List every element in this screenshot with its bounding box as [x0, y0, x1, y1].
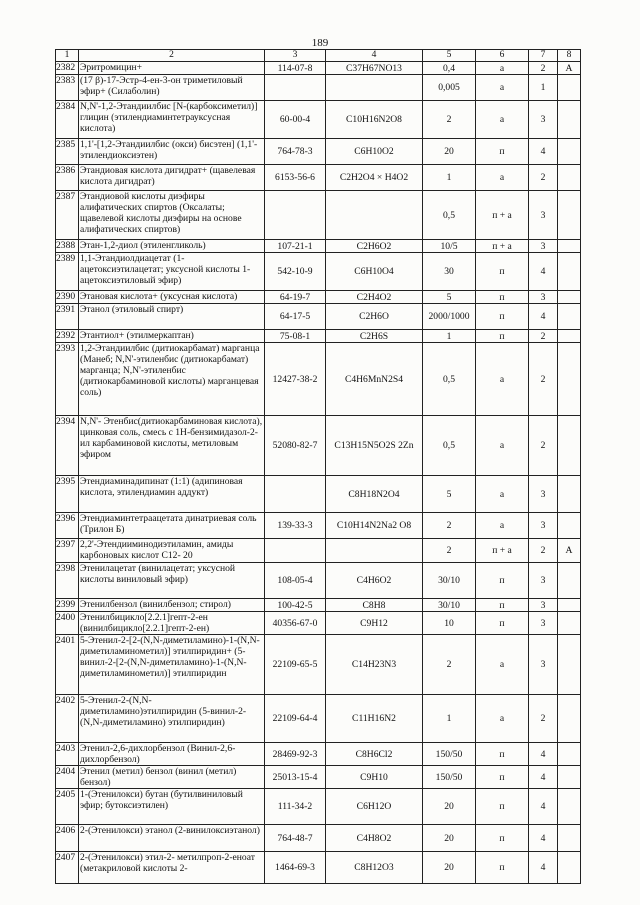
aggregate-state: a	[476, 101, 529, 139]
aggregate-state: a	[476, 695, 529, 743]
table-row	[56, 612, 581, 635]
chemical-formula: C9H10	[326, 766, 423, 789]
table-row	[56, 240, 581, 253]
substance-name: 1,2-Этандиилбис (дитиокарбамат) марганца (Манеб; N,N'-этиленбис (дитиокарбамат) марганца; N,N'-этиленбис (дитиокарбаминовой кислоты) марганцевая соль)	[79, 343, 265, 416]
table-row	[56, 304, 581, 330]
substance-name: Этантиол+ (этилмеркаптан)	[79, 330, 265, 343]
table-row	[56, 635, 581, 695]
table-row	[56, 75, 581, 101]
row-number: 2383	[56, 75, 79, 101]
aggregate-state: п	[476, 304, 529, 330]
aggregate-state: п	[476, 291, 529, 304]
hazard-class: 2	[529, 695, 558, 743]
aggregate-state: п	[476, 330, 529, 343]
row-number: 2388	[56, 240, 79, 253]
hazard-class: 4	[529, 253, 558, 291]
substance-name: 1-(Этенилокси) бутан (бутилвиниловый эфир; бутоксиэтилен)	[79, 789, 265, 825]
substance-name: Этандиовой кислоты диэфиры алифатических спиртов (Оксалаты; щавелевой кислоты диэфиры на основе алифатических спиртов)	[79, 191, 265, 240]
cas-number	[265, 476, 326, 513]
chemical-formula: C2H4O2	[326, 291, 423, 304]
substance-name: 2-(Этенилокси) этанол (2-винилоксиэтанол)	[79, 825, 265, 852]
table-row	[56, 476, 581, 513]
aggregate-state: п	[476, 253, 529, 291]
aggregate-state: п + а	[476, 191, 529, 240]
chemical-formula: C6H10O4	[326, 253, 423, 291]
table-row	[56, 253, 581, 291]
note	[558, 695, 581, 743]
column-header-1: 1	[56, 50, 79, 62]
cas-number: 40356-67-0	[265, 612, 326, 635]
chemical-formula: C6H12O	[326, 789, 423, 825]
chemical-formula: C8H12O3	[326, 852, 423, 884]
chemical-formula: C2H6S	[326, 330, 423, 343]
column-header-2: 2	[79, 50, 265, 62]
cas-number: 114-07-8	[265, 62, 326, 75]
chemical-formula: C4H6O2	[326, 563, 423, 599]
aggregate-state: п	[476, 612, 529, 635]
cas-number: 75-08-1	[265, 330, 326, 343]
substance-name: Этенилацетат (винилацетат; уксусной кислоты виниловый эфир)	[79, 563, 265, 599]
cas-number: 764-78-3	[265, 139, 326, 165]
limit-value: 20	[423, 852, 476, 884]
note	[558, 75, 581, 101]
limit-value: 1	[423, 695, 476, 743]
row-number: 2407	[56, 852, 79, 884]
aggregate-state: п	[476, 743, 529, 766]
row-number: 2394	[56, 416, 79, 476]
cas-number	[265, 539, 326, 563]
limit-value: 30/10	[423, 599, 476, 612]
table-row	[56, 695, 581, 743]
aggregate-state: a	[476, 635, 529, 695]
hazard-class: 2	[529, 416, 558, 476]
hazard-class: 2	[529, 343, 558, 416]
chemical-formula: C13H15N5O2S 2Zn	[326, 416, 423, 476]
note	[558, 563, 581, 599]
note	[558, 240, 581, 253]
row-number: 2400	[56, 612, 79, 635]
limit-value: 5	[423, 291, 476, 304]
substance-name: Этан-1,2-диол (этиленгликоль)	[79, 240, 265, 253]
row-number: 2401	[56, 635, 79, 695]
hazard-class: 3	[529, 599, 558, 612]
column-header-7: 7	[529, 50, 558, 62]
aggregate-state: п	[476, 599, 529, 612]
cas-number	[265, 75, 326, 101]
limit-value: 20	[423, 825, 476, 852]
page-number: 189	[311, 37, 329, 49]
note	[558, 191, 581, 240]
note	[558, 513, 581, 539]
aggregate-state: a	[476, 75, 529, 101]
limit-value: 1	[423, 165, 476, 191]
aggregate-state: п + а	[476, 240, 529, 253]
substance-name: Этенилбензол (винилбензол; стирол)	[79, 599, 265, 612]
note	[558, 139, 581, 165]
row-number: 2406	[56, 825, 79, 852]
hazard-class: 4	[529, 789, 558, 825]
limit-value: 0,005	[423, 75, 476, 101]
hazard-class: 4	[529, 743, 558, 766]
limit-value: 5	[423, 476, 476, 513]
row-number: 2398	[56, 563, 79, 599]
note: A	[558, 539, 581, 563]
row-number: 2404	[56, 766, 79, 789]
hazard-class: 4	[529, 852, 558, 884]
substance-name: Этендиаминтетраацетата динатриевая соль (Трилон Б)	[79, 513, 265, 539]
hazard-class: 2	[529, 62, 558, 75]
cas-number: 100-42-5	[265, 599, 326, 612]
aggregate-state: a	[476, 343, 529, 416]
hazard-class: 3	[529, 513, 558, 539]
cas-number: 764-48-7	[265, 825, 326, 852]
note	[558, 343, 581, 416]
table-row	[56, 743, 581, 766]
table-row	[56, 766, 581, 789]
hazard-class: 3	[529, 291, 558, 304]
cas-number: 1464-69-3	[265, 852, 326, 884]
substance-name: (17 β)-17-Эстр-4-ен-3-он триметиловый эфир+ (Силаболин)	[79, 75, 265, 101]
aggregate-state: a	[476, 513, 529, 539]
note	[558, 304, 581, 330]
aggregate-state: п + а	[476, 539, 529, 563]
substance-name: Эритромицин+	[79, 62, 265, 75]
hazard-class: 1	[529, 75, 558, 101]
table-row	[56, 563, 581, 599]
limit-value: 150/50	[423, 766, 476, 789]
note	[558, 825, 581, 852]
substance-name: 5-Этенил-2-[2-(N,N-диметиламино)-1-(N,N-диметиламинометил)] этилпиридин+ (5-винил-2-[2-(N,N-диметиламино)-1-(N,N-диметиламинометил)] этилпиридин	[79, 635, 265, 695]
table-row	[56, 513, 581, 539]
table-row	[56, 599, 581, 612]
cas-number: 25013-15-4	[265, 766, 326, 789]
limit-value: 2	[423, 635, 476, 695]
limit-value: 10	[423, 612, 476, 635]
chemical-formula: C2H6O	[326, 304, 423, 330]
chemical-formula: C4H6MnN2S4	[326, 343, 423, 416]
chemical-formula: C9H12	[326, 612, 423, 635]
row-number: 2399	[56, 599, 79, 612]
cas-number: 107-21-1	[265, 240, 326, 253]
aggregate-state: п	[476, 563, 529, 599]
chemical-formula: C8H18N2O4	[326, 476, 423, 513]
chemical-formula: C14H23N3	[326, 635, 423, 695]
limit-value: 2000/1000	[423, 304, 476, 330]
table-row	[56, 330, 581, 343]
table-row	[56, 139, 581, 165]
hazard-class: 4	[529, 825, 558, 852]
hazard-class: 2	[529, 165, 558, 191]
limit-value: 2	[423, 539, 476, 563]
substance-name: Этановая кислота+ (уксусная кислота)	[79, 291, 265, 304]
row-number: 2389	[56, 253, 79, 291]
limit-value: 20	[423, 139, 476, 165]
row-number: 2386	[56, 165, 79, 191]
limit-value: 0,5	[423, 416, 476, 476]
hazard-class: 4	[529, 766, 558, 789]
cas-number: 139-33-3	[265, 513, 326, 539]
table-row	[56, 789, 581, 825]
chemical-formula: C6H10O2	[326, 139, 423, 165]
limit-value: 0,5	[423, 343, 476, 416]
note	[558, 416, 581, 476]
note	[558, 330, 581, 343]
hazard-class: 4	[529, 304, 558, 330]
aggregate-state: a	[476, 416, 529, 476]
aggregate-state: п	[476, 789, 529, 825]
row-number: 2384	[56, 101, 79, 139]
limit-value: 30/10	[423, 563, 476, 599]
substance-name: 2-(Этенилокси) этил-2- метилпроп-2-еноат (метакриловой кислоты 2-	[79, 852, 265, 884]
row-number: 2402	[56, 695, 79, 743]
chemical-formula: C37H67NO13	[326, 62, 423, 75]
column-header-3: 3	[265, 50, 326, 62]
row-number: 2390	[56, 291, 79, 304]
hazard-class: 3	[529, 635, 558, 695]
hazard-class: 3	[529, 191, 558, 240]
hazard-class: 2	[529, 539, 558, 563]
row-number: 2382	[56, 62, 79, 75]
table-row	[56, 165, 581, 191]
row-number: 2405	[56, 789, 79, 825]
column-header-8: 8	[558, 50, 581, 62]
note	[558, 743, 581, 766]
substance-name: 5-Этенил-2-(N,N-диметиламино)этилпиридин (5-винил-2-(N,N-диметиламино) этилпиридин)	[79, 695, 265, 743]
limit-value: 30	[423, 253, 476, 291]
cas-number: 111-34-2	[265, 789, 326, 825]
cas-number: 6153-56-6	[265, 165, 326, 191]
cas-number	[265, 191, 326, 240]
note	[558, 599, 581, 612]
hazard-class: 2	[529, 330, 558, 343]
aggregate-state: п	[476, 825, 529, 852]
hazard-class: 3	[529, 101, 558, 139]
cas-number: 22109-65-5	[265, 635, 326, 695]
row-number: 2395	[56, 476, 79, 513]
row-number: 2396	[56, 513, 79, 539]
note	[558, 766, 581, 789]
limit-value: 10/5	[423, 240, 476, 253]
table-row	[56, 852, 581, 884]
table-row	[56, 191, 581, 240]
row-number: 2397	[56, 539, 79, 563]
table-row	[56, 416, 581, 476]
substance-name: Этендиаминадипинат (1:1) (адипиновая кислота, этилендиамин аддукт)	[79, 476, 265, 513]
chemical-formula: C10H16N2O8	[326, 101, 423, 139]
cas-number: 12427-38-2	[265, 343, 326, 416]
row-number: 2392	[56, 330, 79, 343]
note	[558, 476, 581, 513]
hazard-class: 3	[529, 240, 558, 253]
aggregate-state: п	[476, 766, 529, 789]
cas-number: 542-10-9	[265, 253, 326, 291]
table-row	[56, 343, 581, 416]
note	[558, 852, 581, 884]
column-header-6: 6	[476, 50, 529, 62]
substance-name: Этенил-2,6-дихлорбензол (Винил-2,6-дихлорбензол)	[79, 743, 265, 766]
substance-name: 1,1-Этандиолдиацетат (1-ацетоксиэтилацетат; уксусной кислоты 1-ацетоксиэтиловый эфир)	[79, 253, 265, 291]
cas-number: 28469-92-3	[265, 743, 326, 766]
row-number: 2391	[56, 304, 79, 330]
chemical-formula: C10H14N2Na2 O8	[326, 513, 423, 539]
table-body	[56, 62, 581, 884]
chemical-formula: C8H8	[326, 599, 423, 612]
table-header	[56, 50, 581, 62]
aggregate-state: a	[476, 476, 529, 513]
table-row	[56, 825, 581, 852]
cas-number: 64-19-7	[265, 291, 326, 304]
chemical-formula	[326, 191, 423, 240]
chemical-formula	[326, 539, 423, 563]
column-header-4: 4	[326, 50, 423, 62]
note	[558, 165, 581, 191]
note	[558, 253, 581, 291]
substance-name: Этенил (метил) бензол (винил (метил) бензол)	[79, 766, 265, 789]
hazard-class: 3	[529, 563, 558, 599]
row-number: 2387	[56, 191, 79, 240]
hazard-class: 4	[529, 139, 558, 165]
cas-number: 52080-82-7	[265, 416, 326, 476]
hazard-class: 3	[529, 476, 558, 513]
aggregate-state: п	[476, 139, 529, 165]
limit-value: 150/50	[423, 743, 476, 766]
note: A	[558, 62, 581, 75]
table-row	[56, 62, 581, 75]
row-number: 2393	[56, 343, 79, 416]
chemical-formula: C4H8O2	[326, 825, 423, 852]
note	[558, 101, 581, 139]
chemical-formula: C11H16N2	[326, 695, 423, 743]
cas-number: 64-17-5	[265, 304, 326, 330]
chemical-formula: C2H6O2	[326, 240, 423, 253]
limit-value: 1	[423, 330, 476, 343]
substance-name: N,N'-1,2-Этандиилбис [N-(карбоксиметил)] глицин (этилендиаминтетрауксусная кислота)	[79, 101, 265, 139]
aggregate-state: п	[476, 852, 529, 884]
substance-name: 2,2'-Этендииминодиэтиламин, амиды карбоновых кислот С12- 20	[79, 539, 265, 563]
chemical-formula: C2H2O4 × H4O2	[326, 165, 423, 191]
substance-name: Этанол (этиловый спирт)	[79, 304, 265, 330]
row-number: 2403	[56, 743, 79, 766]
cas-number: 60-00-4	[265, 101, 326, 139]
row-number: 2385	[56, 139, 79, 165]
substance-table	[55, 49, 581, 884]
substance-name: Этандиовая кислота дигидрат+ (щавелевая кислота дигидрат)	[79, 165, 265, 191]
aggregate-state: a	[476, 62, 529, 75]
table-row	[56, 101, 581, 139]
limit-value: 2	[423, 513, 476, 539]
cas-number: 22109-64-4	[265, 695, 326, 743]
aggregate-state: a	[476, 165, 529, 191]
table-row	[56, 291, 581, 304]
chemical-formula: C8H6Cl2	[326, 743, 423, 766]
column-header-5: 5	[423, 50, 476, 62]
limit-value: 2	[423, 101, 476, 139]
note	[558, 789, 581, 825]
substance-name: 1,1'-[1,2-Этандиилбис (окси) бисэтен] (1,1'-этилендиоксиэтен)	[79, 139, 265, 165]
limit-value: 0,4	[423, 62, 476, 75]
limit-value: 20	[423, 789, 476, 825]
cas-number: 108-05-4	[265, 563, 326, 599]
limit-value: 0,5	[423, 191, 476, 240]
note	[558, 635, 581, 695]
hazard-class: 3	[529, 612, 558, 635]
note	[558, 612, 581, 635]
table-row	[56, 539, 581, 563]
substance-name: N,N'- Этенбис(дитиокарбаминовая кислота), цинковая соль, смесь с 1Н-бензимидазол-2-ил карбаминовой кислоты, метиловым эфиром	[79, 416, 265, 476]
substance-name: Этенилбицикло[2.2.1]гепт-2-ен (винилбицикло[2.2.1]гепт-2-ен)	[79, 612, 265, 635]
chemical-formula	[326, 75, 423, 101]
note	[558, 291, 581, 304]
